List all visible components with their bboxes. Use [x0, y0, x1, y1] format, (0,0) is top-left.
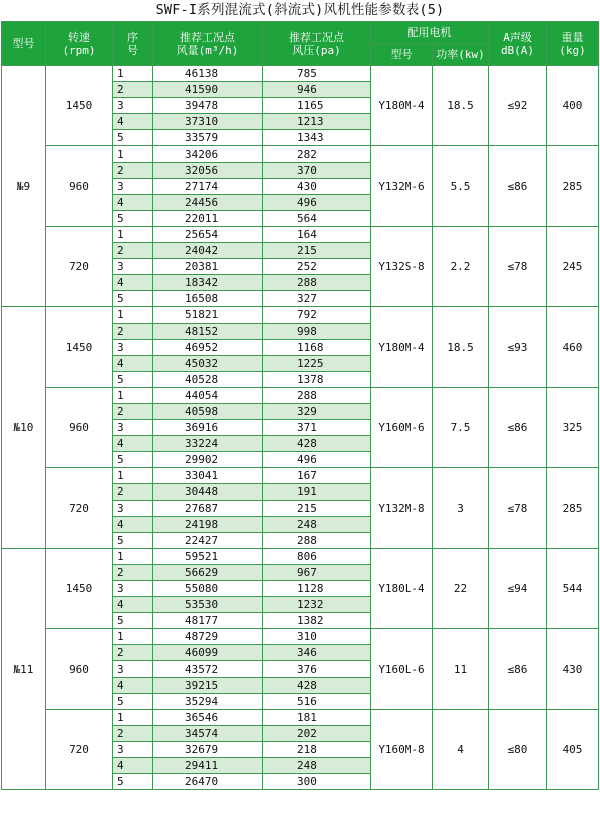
pressure-cell: 428 — [263, 436, 371, 452]
noise-cell: ≤78 — [489, 468, 547, 548]
flow-cell: 33224 — [153, 436, 263, 452]
index-cell: 1 — [113, 387, 153, 403]
pressure-cell: 329 — [263, 403, 371, 419]
pressure-cell: 1213 — [263, 114, 371, 130]
flow-cell: 46138 — [153, 66, 263, 82]
weight-cell: 245 — [547, 226, 599, 306]
index-cell: 5 — [113, 693, 153, 709]
flow-cell: 20381 — [153, 259, 263, 275]
motor-model-cell: Y180M-4 — [371, 307, 433, 387]
flow-cell: 24042 — [153, 243, 263, 259]
index-cell: 2 — [113, 323, 153, 339]
motor-model-cell: Y132S-8 — [371, 226, 433, 306]
pressure-cell: 252 — [263, 259, 371, 275]
flow-cell: 16508 — [153, 291, 263, 307]
header-noise: A声级 dB(A) — [489, 22, 547, 66]
motor-power-cell: 5.5 — [433, 146, 489, 226]
header-flow: 推荐工况点 风量(m³/h) — [153, 22, 263, 66]
motor-power-cell: 22 — [433, 548, 489, 628]
pressure-cell: 167 — [263, 468, 371, 484]
speed-cell: 960 — [46, 387, 113, 467]
index-cell: 3 — [113, 259, 153, 275]
index-cell: 2 — [113, 484, 153, 500]
flow-cell: 39215 — [153, 677, 263, 693]
pressure-cell: 1225 — [263, 355, 371, 371]
motor-power-cell: 7.5 — [433, 387, 489, 467]
flow-cell: 29411 — [153, 758, 263, 774]
index-cell: 4 — [113, 275, 153, 291]
motor-model-cell: Y132M-8 — [371, 468, 433, 548]
speed-cell: 720 — [46, 709, 113, 789]
noise-cell: ≤86 — [489, 629, 547, 709]
pressure-cell: 191 — [263, 484, 371, 500]
table-row — [2, 307, 599, 323]
flow-cell: 22011 — [153, 210, 263, 226]
speed-cell: 1450 — [46, 66, 113, 146]
index-cell: 1 — [113, 709, 153, 725]
flow-cell: 41590 — [153, 82, 263, 98]
weight-cell: 325 — [547, 387, 599, 467]
noise-cell: ≤93 — [489, 307, 547, 387]
pressure-cell: 376 — [263, 661, 371, 677]
header-motor: 配用电机 — [371, 22, 489, 44]
index-cell: 4 — [113, 436, 153, 452]
flow-cell: 27687 — [153, 500, 263, 516]
index-cell: 5 — [113, 452, 153, 468]
index-cell: 1 — [113, 468, 153, 484]
pressure-cell: 792 — [263, 307, 371, 323]
table-row — [2, 146, 599, 162]
flow-cell: 32679 — [153, 741, 263, 757]
table-body — [2, 66, 599, 790]
motor-model-cell: Y160M-8 — [371, 709, 433, 789]
index-cell: 3 — [113, 741, 153, 757]
motor-model-cell: Y160M-6 — [371, 387, 433, 467]
flow-cell: 53530 — [153, 597, 263, 613]
header-weight: 重量 (kg) — [547, 22, 599, 66]
noise-cell: ≤86 — [489, 146, 547, 226]
flow-cell: 35294 — [153, 693, 263, 709]
index-cell: 5 — [113, 371, 153, 387]
speed-cell: 1450 — [46, 307, 113, 387]
pressure-cell: 370 — [263, 162, 371, 178]
pressure-cell: 516 — [263, 693, 371, 709]
index-cell: 3 — [113, 500, 153, 516]
index-cell: 5 — [113, 291, 153, 307]
speed-cell: 720 — [46, 468, 113, 548]
pressure-cell: 946 — [263, 82, 371, 98]
pressure-cell: 310 — [263, 629, 371, 645]
pressure-cell: 371 — [263, 420, 371, 436]
flow-cell: 59521 — [153, 548, 263, 564]
flow-cell: 25654 — [153, 226, 263, 242]
table-row — [2, 387, 599, 403]
flow-cell: 18342 — [153, 275, 263, 291]
index-cell: 1 — [113, 66, 153, 82]
flow-cell: 37310 — [153, 114, 263, 130]
pressure-cell: 785 — [263, 66, 371, 82]
pressure-cell: 248 — [263, 758, 371, 774]
motor-model-cell: Y160L-6 — [371, 629, 433, 709]
flow-cell: 22427 — [153, 532, 263, 548]
pressure-cell: 496 — [263, 194, 371, 210]
pressure-cell: 181 — [263, 709, 371, 725]
weight-cell: 400 — [547, 66, 599, 146]
header-model: 型号 — [2, 22, 46, 66]
flow-cell: 33041 — [153, 468, 263, 484]
header-speed: 转速 (rpm) — [46, 22, 113, 66]
index-cell: 1 — [113, 307, 153, 323]
pressure-cell: 300 — [263, 774, 371, 790]
pressure-cell: 346 — [263, 645, 371, 661]
pressure-cell: 1168 — [263, 339, 371, 355]
page-title: SWF-I系列混流式(斜流式)风机性能参数表(5) — [155, 2, 445, 18]
flow-cell: 34574 — [153, 725, 263, 741]
motor-power-cell: 4 — [433, 709, 489, 789]
weight-cell: 285 — [547, 146, 599, 226]
pressure-cell: 282 — [263, 146, 371, 162]
pressure-cell: 496 — [263, 452, 371, 468]
fan-performance-table — [1, 21, 599, 790]
index-cell: 3 — [113, 178, 153, 194]
speed-cell: 960 — [46, 146, 113, 226]
flow-cell: 24198 — [153, 516, 263, 532]
pressure-cell: 288 — [263, 387, 371, 403]
flow-cell: 46099 — [153, 645, 263, 661]
index-cell: 1 — [113, 146, 153, 162]
motor-model-cell: Y132M-6 — [371, 146, 433, 226]
flow-cell: 40528 — [153, 371, 263, 387]
pressure-cell: 998 — [263, 323, 371, 339]
pressure-cell: 1343 — [263, 130, 371, 146]
index-cell: 1 — [113, 226, 153, 242]
index-cell: 2 — [113, 645, 153, 661]
motor-power-cell: 3 — [433, 468, 489, 548]
pressure-cell: 215 — [263, 243, 371, 259]
index-cell: 5 — [113, 532, 153, 548]
pressure-cell: 1382 — [263, 613, 371, 629]
index-cell: 1 — [113, 548, 153, 564]
index-cell: 4 — [113, 355, 153, 371]
flow-cell: 24456 — [153, 194, 263, 210]
flow-cell: 40598 — [153, 403, 263, 419]
pressure-cell: 248 — [263, 516, 371, 532]
noise-cell: ≤78 — [489, 226, 547, 306]
flow-cell: 43572 — [153, 661, 263, 677]
noise-cell: ≤92 — [489, 66, 547, 146]
motor-power-cell: 18.5 — [433, 307, 489, 387]
flow-cell: 48729 — [153, 629, 263, 645]
table-row — [2, 709, 599, 725]
index-cell: 5 — [113, 774, 153, 790]
pressure-cell: 202 — [263, 725, 371, 741]
flow-cell: 55080 — [153, 581, 263, 597]
index-cell: 2 — [113, 243, 153, 259]
pressure-cell: 1232 — [263, 597, 371, 613]
pressure-cell: 1128 — [263, 581, 371, 597]
flow-cell: 32056 — [153, 162, 263, 178]
index-cell: 4 — [113, 758, 153, 774]
index-cell: 3 — [113, 661, 153, 677]
flow-cell: 34206 — [153, 146, 263, 162]
motor-model-cell: Y180M-4 — [371, 66, 433, 146]
table-row — [2, 468, 599, 484]
index-cell: 4 — [113, 114, 153, 130]
table-row — [2, 66, 599, 82]
pressure-cell: 1165 — [263, 98, 371, 114]
index-cell: 4 — [113, 597, 153, 613]
noise-cell: ≤80 — [489, 709, 547, 789]
flow-cell: 33579 — [153, 130, 263, 146]
index-cell: 5 — [113, 613, 153, 629]
pressure-cell: 215 — [263, 500, 371, 516]
speed-cell: 720 — [46, 226, 113, 306]
flow-cell: 45032 — [153, 355, 263, 371]
flow-cell: 44054 — [153, 387, 263, 403]
model-cell: №10 — [2, 307, 46, 548]
pressure-cell: 1378 — [263, 371, 371, 387]
pressure-cell: 288 — [263, 532, 371, 548]
pressure-cell: 288 — [263, 275, 371, 291]
noise-cell: ≤94 — [489, 548, 547, 628]
index-cell: 4 — [113, 194, 153, 210]
flow-cell: 36916 — [153, 420, 263, 436]
header-pressure: 推荐工况点 风压(pa) — [263, 22, 371, 66]
header-index: 序 号 — [113, 22, 153, 66]
motor-power-cell: 18.5 — [433, 66, 489, 146]
index-cell: 1 — [113, 629, 153, 645]
index-cell: 4 — [113, 516, 153, 532]
weight-cell: 544 — [547, 548, 599, 628]
index-cell: 2 — [113, 725, 153, 741]
weight-cell: 285 — [547, 468, 599, 548]
weight-cell: 405 — [547, 709, 599, 789]
flow-cell: 46952 — [153, 339, 263, 355]
index-cell: 3 — [113, 339, 153, 355]
flow-cell: 36546 — [153, 709, 263, 725]
pressure-cell: 218 — [263, 741, 371, 757]
index-cell: 2 — [113, 162, 153, 178]
motor-power-cell: 2.2 — [433, 226, 489, 306]
flow-cell: 51821 — [153, 307, 263, 323]
model-cell: №9 — [2, 66, 46, 307]
pressure-cell: 428 — [263, 677, 371, 693]
index-cell: 2 — [113, 564, 153, 580]
flow-cell: 48177 — [153, 613, 263, 629]
flow-cell: 56629 — [153, 564, 263, 580]
flow-cell: 29902 — [153, 452, 263, 468]
index-cell: 3 — [113, 98, 153, 114]
flow-cell: 48152 — [153, 323, 263, 339]
speed-cell: 1450 — [46, 548, 113, 628]
index-cell: 3 — [113, 420, 153, 436]
noise-cell: ≤86 — [489, 387, 547, 467]
flow-cell: 39478 — [153, 98, 263, 114]
pressure-cell: 327 — [263, 291, 371, 307]
index-cell: 2 — [113, 403, 153, 419]
pressure-cell: 967 — [263, 564, 371, 580]
flow-cell: 30448 — [153, 484, 263, 500]
speed-cell: 960 — [46, 629, 113, 709]
header-motor-power: 功率(kw) — [433, 44, 489, 66]
motor-model-cell: Y180L-4 — [371, 548, 433, 628]
model-cell: №11 — [2, 548, 46, 789]
pressure-cell: 164 — [263, 226, 371, 242]
index-cell: 2 — [113, 82, 153, 98]
flow-cell: 26470 — [153, 774, 263, 790]
index-cell: 5 — [113, 210, 153, 226]
header-motor-model: 型号 — [371, 44, 433, 66]
pressure-cell: 430 — [263, 178, 371, 194]
motor-power-cell: 11 — [433, 629, 489, 709]
flow-cell: 27174 — [153, 178, 263, 194]
pressure-cell: 564 — [263, 210, 371, 226]
weight-cell: 430 — [547, 629, 599, 709]
table-row — [2, 548, 599, 564]
table-row — [2, 226, 599, 242]
index-cell: 5 — [113, 130, 153, 146]
table-row — [2, 629, 599, 645]
index-cell: 4 — [113, 677, 153, 693]
weight-cell: 460 — [547, 307, 599, 387]
index-cell: 3 — [113, 581, 153, 597]
pressure-cell: 806 — [263, 548, 371, 564]
